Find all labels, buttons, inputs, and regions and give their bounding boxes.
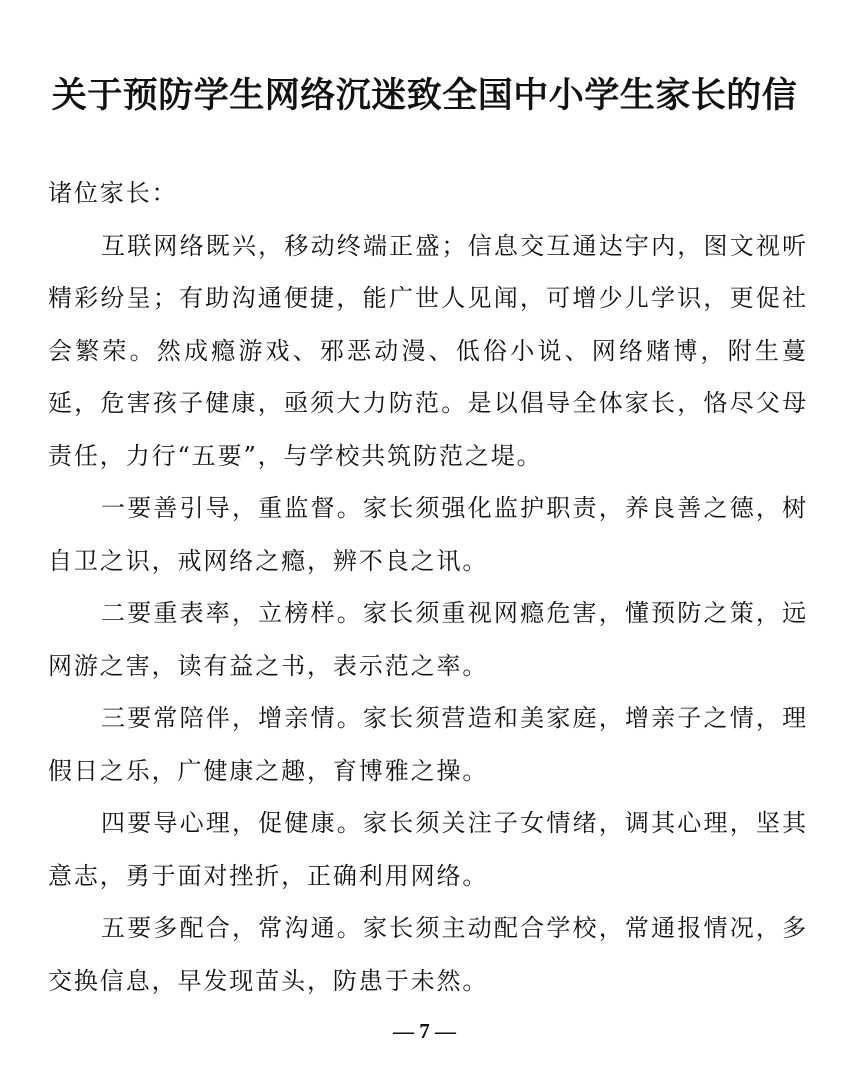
paragraph-cooperation: 五要多配合，常沟通。家长须主动配合学校，常通报情况，多交换信息，早发现苗头，防患于未然。 (48, 914, 808, 995)
intro-paragraph: 互联网络既兴，移动终端正盛；信息交互通达宇内，图文视听精彩纷呈；有助沟通便捷，能广世人见闻，可增少儿学识，更促社会繁荣。然成瘾游戏、邪恶动漫、低俗小说、网络赌博，附生蔓延，危害孩子健康，亟须大力防范。是以倡导全体家长，恪尽父母责任，力行“五要”，与学校共筑防范之堤。 (48, 231, 808, 470)
page-number: — 7 — (393, 1019, 456, 1043)
paragraph-guide-supervise: 一要善引导，重监督。家长须强化监护职责，养良善之德，树自卫之识，戒网络之瘾，辨不良之讯。 (48, 494, 808, 575)
letter-body (48, 167, 808, 1007)
letter-greeting: 诸位家长： (48, 179, 178, 207)
document-title: 关于预防学生网络沉迷致全国中小学生家长的信 (51, 76, 798, 117)
paragraph-psychology: 四要导心理，促健康。家长须关注子女情绪，调其心理，坚其意志，勇于面对挫折，正确利用网络。 (48, 809, 808, 890)
paragraph-set-example: 二要重表率，立榜样。家长须重视网瘾危害，懂预防之策，远网游之害，读有益之书，表示范之率。 (48, 599, 808, 680)
paragraph-companionship: 三要常陪伴，增亲情。家长须营造和美家庭，增亲子之情，理假日之乐，广健康之趣，育博雅之操。 (48, 704, 808, 785)
